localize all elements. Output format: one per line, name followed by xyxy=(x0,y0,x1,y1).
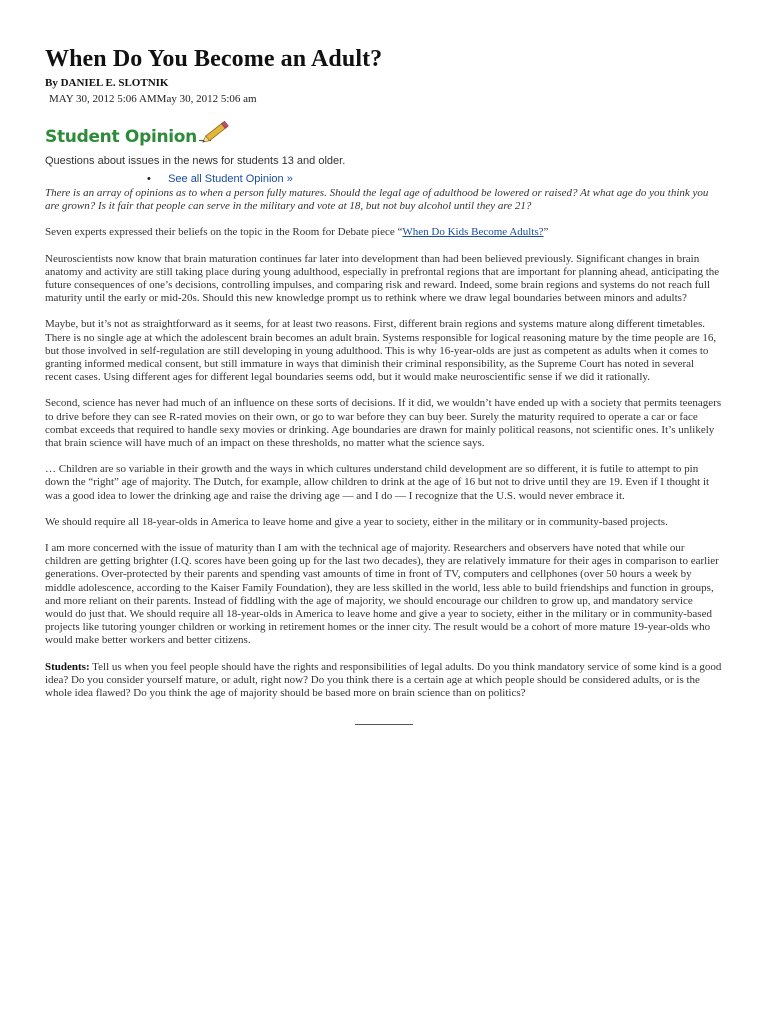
students-label: Students: xyxy=(45,660,90,673)
paragraph-two-reasons: Maybe, but it’s not as straightforward as it seems, for at least two reasons. First, different brain regions and systems mature along different timetables. There is no single age at which the adolescent brain becomes an adult brain. Systems responsible for logical reasoning mature by the time people are 16, but those involved in self-regulation are still developing in young adulthood. This is why 16-year-olds are just as competent as adults when it comes to granting informed medical consent, but still immature in ways that diminish their criminal responsibility, as the Supreme Court has noted in several recent cases. Using different ages for different legal boundaries seems odd, but it would make neuroscientific sense if we did it rationally. xyxy=(45,318,717,384)
pencil-icon xyxy=(197,117,231,148)
debate-pre: Seven experts expressed their beliefs on the topic in the Room for Debate piece “ xyxy=(45,226,403,239)
dateline: MAY 30, 2012 5:06 AMMay 30, 2012 5:06 am xyxy=(49,93,257,105)
debate-link[interactable]: When Do Kids Become Adults? xyxy=(402,226,544,239)
paragraph-neuroscience: Neuroscientists now know that brain maturation continues far later into development than had been believed previously. Significant changes in brain anatomy and activity are still taking place during young adulthood, especially in prefrontal regions that are important for planning ahead, anticipating the future consequences of one’s decisions, controlling impulses, and comparing risk and reward. Indeed, some brain regions and systems do not reach full maturity until the early or mid-20s. Should this new knowledge prompt us to rethink where we draw legal boundaries between minors and adults? xyxy=(45,252,720,305)
see-all-link[interactable]: See all Student Opinion » xyxy=(168,173,293,185)
see-all-row xyxy=(147,172,723,186)
paragraph-require-service: We should require all 18-year-olds in America to leave home and give a year to society, either in the military or in community-based projects. xyxy=(45,515,668,528)
debate-paragraph xyxy=(45,226,723,239)
byline: By DANIEL E. SLOTNIK xyxy=(45,77,169,89)
paragraph-maturity: I am more concerned with the issue of maturity than I am with the technical age of majority. Researchers and observers have noted that while our children are getting brighter (I.Q. scores have been going up for the last two decades), they are relatively immature for their ages in comparison to earlier generations. Over-protected by their parents and spending vast amounts of time in front of TV, computers and cellphones (over 50 hours a week by middle adolescence, according to the Kaiser Family Foundation), they are less skilled in the world, less able to build friendships and function in groups, and more reliant on their parents. Instead of fiddling with the age of majority, we should encourage our children to grow up, and mandatory service would do just that. We should require all 18-year-olds in America to leave home and give a year to society, either in the military or in community-based projects like tutoring younger children or working in retirement homes or the inner city. The result would be a cohort of more mature 19-year-olds who would make better workers and better citizens. xyxy=(45,542,719,647)
debate-post: ” xyxy=(543,226,549,239)
feature-title[interactable]: Student Opinion xyxy=(45,127,197,147)
students-prompt xyxy=(45,661,723,701)
paragraph-children-variable: … Children are so variable in their growth and the ways in which cultures understand child development are so different, it is futile to attempt to pin down the “right” age of majority. The Dutch, for example, allow children to drink at the age of 16 but not to drive until they are 19. Even if I thought it was a good idea to lower the drinking age and raise the driving age — and I do — I recognize that the U.S. would never embrace it. xyxy=(45,463,710,502)
bullet: • xyxy=(147,173,151,185)
paragraph-science-influence: Second, science has never had much of an influence on these sorts of decisions. If it did, we wouldn’t have ended up with a society that permits teenagers to drive before they can see R-rated movies on their own, or go to war before they can buy beer. Surely the maturity required to operate a car or face combat exceeds that required to handle sexy movies or drinking. Age boundaries are drawn for mainly political reasons, not scientific ones. It’s unlikely that brain science will have much of an impact on these thresholds, no matter what the science says. xyxy=(45,397,722,450)
students-text: Tell us when you feel people should have the rights and responsibilities of legal adults. Do you think mandatory service of some kind is a good idea? Do you consider yourself mature, or adult, right now? Do you think there is a certain age at which people should be considered adults, or is the whole idea flawed? Do you think the age of majority should be based more on brain science than on politics? xyxy=(45,660,722,700)
intro-question: There is an array of opinions as to when a person fully matures. Should the legal age of adulthood be lowered or raised? At what age do you think you are grown? Is it fair that people can serve in the military and vote at 18, but not buy alcohol until they are 21? xyxy=(45,187,709,213)
article-title: When Do You Become an Adult? xyxy=(45,46,383,72)
student-opinion-header xyxy=(45,120,723,148)
divider xyxy=(355,724,413,725)
feature-tagline: Questions about issues in the news for students 13 and older. xyxy=(45,155,346,167)
